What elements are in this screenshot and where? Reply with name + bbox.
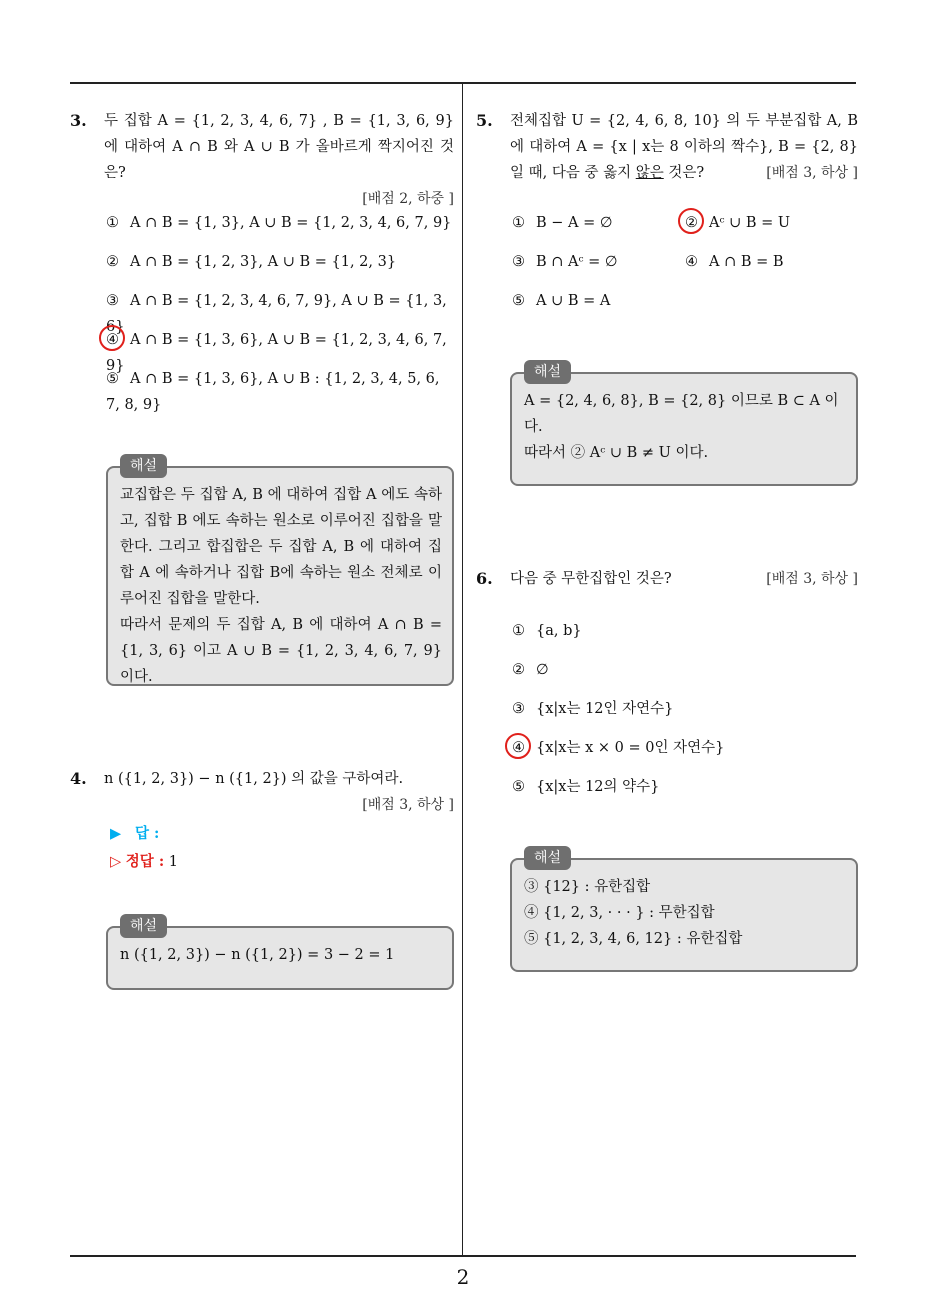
q3-explanation-box: [106, 458, 454, 686]
option-3[interactable]: ③ A ∩ B = {1, 2, 3, 4, 6, 7, 9}, A ∪ B = {1, 3, 6}: [106, 293, 447, 335]
explanation-line-3: ⑤ {1, 2, 3, 4, 6, 12} : 유한집합: [524, 931, 743, 947]
question-number: 5.: [476, 111, 493, 130]
q3-options: [106, 210, 454, 418]
q5-options: [512, 210, 858, 327]
question-3: [70, 108, 454, 212]
correct-answer-line: [110, 848, 178, 876]
q4-answer-area: [110, 820, 178, 876]
top-rule: [70, 82, 856, 84]
answer-label: 답 :: [134, 825, 160, 842]
answer-circle-mark: [678, 208, 704, 234]
option-2[interactable]: ② ∅: [512, 662, 549, 678]
option-1[interactable]: ① {a, b}: [512, 623, 582, 639]
score-label: [배점 3, 하상 ]: [362, 797, 454, 813]
q4-explanation-box: [106, 918, 454, 990]
bottom-rule: [70, 1255, 856, 1257]
explanation-conclusion: 따라서 ② Aᶜ ∪ B ≠ U 이다.: [524, 445, 709, 461]
explanation-tab: 해설: [524, 846, 571, 870]
correct-marker: ▷: [110, 853, 122, 870]
correct-label: 정답 :: [125, 853, 165, 870]
score-label: [배점 2, 하중 ]: [362, 191, 454, 207]
column-divider: [462, 84, 463, 1255]
explanation-text: 교집합은 두 집합 A, B 에 대하여 집합 A 에도 속하고, 집합 B 에도 속하는 원소로 이루어진 집합을 말한다. 그리고 합집합은 두 집합 A, B 에 대하여 집합 A 에 속하거나 집합 B에 속하는 원소 전체로 이루어진 집합을 말한다.: [120, 487, 442, 607]
explanation-tab: 해설: [120, 454, 167, 478]
option-1[interactable]: ① B − A = ∅: [512, 215, 613, 231]
answer-line: [110, 820, 178, 848]
question-text: 전체집합 U = {2, 4, 6, 8, 10} 의 두 부분집합 A, B 에 대하여 A = {x | x는 8 이하의 짝수}, B = {2, 8} 일 때, 다음 중 옳지 않은 것은? [배점 3, 하상 ]: [510, 108, 858, 186]
question-5: [476, 108, 858, 186]
score-label: [배점 3, 하상 ]: [766, 571, 858, 587]
explanation-tab: 해설: [120, 914, 167, 938]
underlined-word: 않은: [635, 165, 664, 181]
q5-explanation-box: [510, 364, 858, 486]
option-5[interactable]: ⑤ A ∩ B = {1, 3, 6}, A ∪ B : {1, 2, 3, 4, 5, 6, 7, 8, 9}: [106, 371, 440, 413]
explanation-line-1: ③ {12} : 유한집합: [524, 879, 651, 895]
explanation-tab: 해설: [524, 360, 571, 384]
option-2[interactable]: ② A ∩ B = {1, 2, 3}, A ∪ B = {1, 2, 3}: [106, 254, 397, 270]
q6-options: [512, 618, 858, 813]
question-number: 3.: [70, 111, 87, 130]
answer-marker: ▶: [110, 825, 122, 842]
option-4[interactable]: ④ {x|x는 x × 0 = 0인 자연수}: [512, 735, 858, 774]
question-number: 6.: [476, 569, 493, 588]
q6-explanation-box: [510, 850, 858, 972]
option-1[interactable]: ① A ∩ B = {1, 3}, A ∪ B = {1, 2, 3, 4, 6, 7, 9}: [106, 215, 452, 231]
explanation-conclusion: 따라서 문제의 두 집합 A, B 에 대하여 A ∩ B = {1, 3, 6} 이고 A ∪ B = {1, 2, 3, 4, 6, 7, 9} 이다.: [120, 617, 442, 685]
explanation-text: A = {2, 4, 6, 8}, B = {2, 8} 이므로 B ⊂ A 이다.: [524, 393, 839, 435]
option-2[interactable]: ② Aᶜ ∪ B = U: [685, 210, 858, 249]
page-number: 2: [456, 1265, 470, 1289]
correct-value: 1: [168, 854, 179, 870]
answer-circle-mark: [505, 733, 531, 759]
explanation-text: n ({1, 2, 3}) − n ({1, 2}) = 3 − 2 = 1: [120, 947, 395, 963]
option-5[interactable]: ⑤ A ∪ B = A: [512, 293, 611, 309]
option-4[interactable]: ④ A ∩ B = B: [685, 254, 784, 270]
option-3[interactable]: ③ {x|x는 12인 자연수}: [512, 701, 674, 717]
question-6: [476, 566, 858, 592]
option-3[interactable]: ③ B ∩ Aᶜ = ∅: [512, 254, 618, 270]
question-text: 다음 중 무한집합인 것은? [배점 3, 하상 ]: [510, 566, 858, 592]
explanation-line-2: ④ {1, 2, 3, · · · } : 무한집합: [524, 905, 715, 921]
question-number: 4.: [70, 769, 87, 788]
question-text: 두 집합 A = {1, 2, 3, 4, 6, 7} , B = {1, 3, 6, 9} 에 대하여 A ∩ B 와 A ∪ B 가 올바르게 짝지어진 것은?: [104, 113, 454, 181]
question-text: n ({1, 2, 3}) − n ({1, 2}) 의 값을 구하여라.: [104, 771, 404, 787]
option-4[interactable]: ④ A ∩ B = {1, 3, 6}, A ∪ B = {1, 2, 3, 4, 6, 7, 9}: [106, 327, 454, 366]
answer-circle-mark: [99, 325, 125, 351]
score-label: [배점 3, 하상 ]: [766, 165, 858, 181]
question-4: [70, 766, 454, 818]
option-5[interactable]: ⑤ {x|x는 12의 약수}: [512, 779, 660, 795]
